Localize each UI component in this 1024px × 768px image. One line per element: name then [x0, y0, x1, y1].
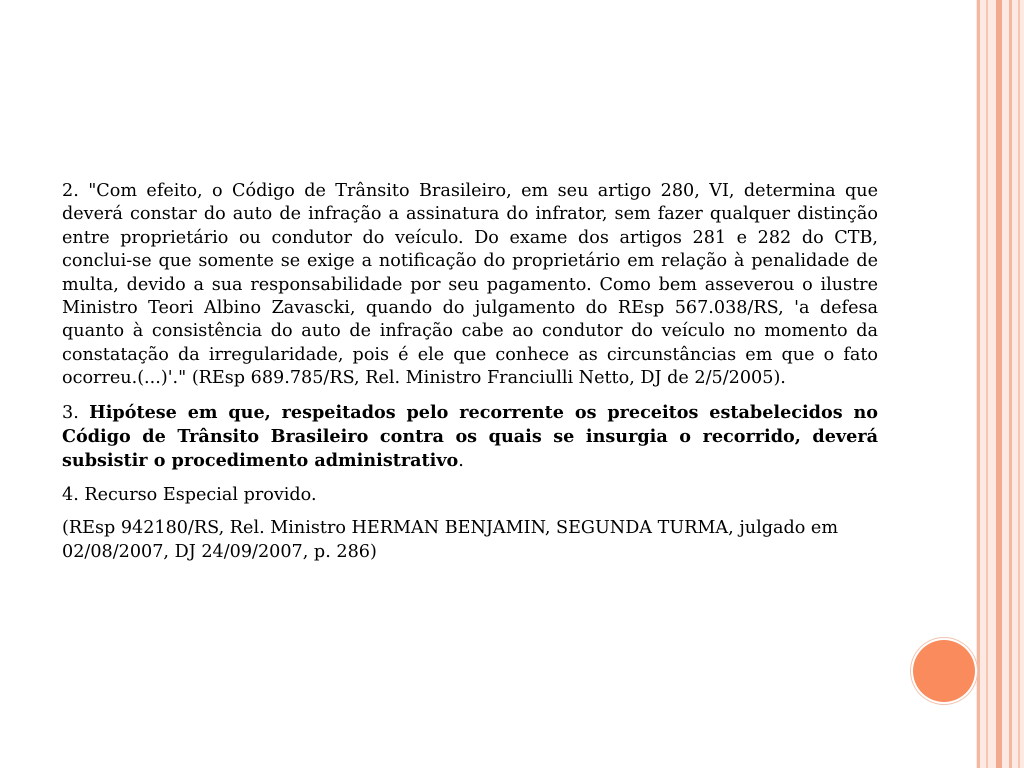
border-stripe: [1009, 0, 1012, 768]
paragraph-3-bold-text: Hipótese em que, respeitados pelo recorrente os preceitos estabelecidos no Código de Trânsito Brasileiro contra os quais se insurgia o recorrido, deverá subsistir o procedimento administrativo: [62, 401, 878, 472]
border-stripe: [986, 0, 988, 768]
slide-body: [62, 180, 878, 574]
paragraph-3-number: 3.: [62, 402, 90, 423]
paragraph-3-end: .: [458, 451, 464, 472]
right-border-decoration: [976, 0, 1024, 768]
decorative-circle: [913, 640, 975, 702]
paragraph-3: [62, 401, 878, 474]
border-stripe: [1018, 0, 1020, 768]
paragraph-5-citation: (REsp 942180/RS, Rel. Ministro HERMAN BENJAMIN, SEGUNDA TURMA, julgado em 02/08/2007, DJ 24/09/2007, p. 286): [62, 518, 839, 562]
border-stripe: [977, 0, 980, 768]
paragraph-4: 4. Recurso Especial provido.: [62, 484, 317, 505]
paragraph-2: 2. "Com efeito, o Código de Trânsito Brasileiro, em seu artigo 280, VI, determina que deverá constar do auto de infração a assinatura do infrator, sem fazer qualquer distinção entre proprietário ou condutor do veículo. Do exame dos artigos 281 e 282 do CTB, conclui-se que somente se exige a notificação do proprietário em relação à penalidade de multa, devido a sua responsabilidade por seu pagamento. Como bem asseverou o ilustre Ministro Teori Albino Zavascki, quando do julgamento do REsp 567.038/RS, 'a defesa quanto à consistência do auto de infração cabe ao condutor do veículo no momento da constatação da irregularidade, pois é ele que conhece as circunstâncias em que o fato ocorreu.(...)'." (REsp 689.785/RS, Rel. Ministro Franciulli Netto, DJ de 2/5/2005).: [62, 181, 878, 389]
border-stripe: [996, 0, 1002, 768]
